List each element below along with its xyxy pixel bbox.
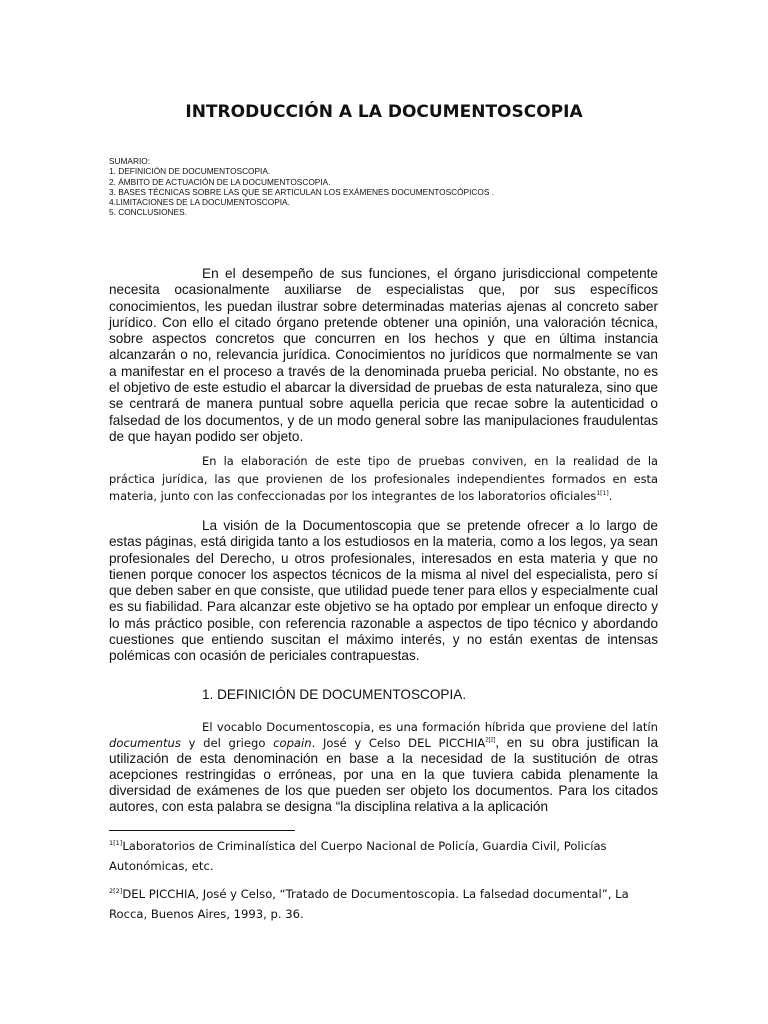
summary-item: 2. ÁMBITO DE ACTUACIÓN DE LA DOCUMENTOSCOPIA. [109, 176, 331, 187]
latin-term: documentus [109, 736, 181, 750]
greek-term: copain [273, 736, 312, 750]
footnote-divider [109, 830, 295, 831]
footnote-reference[interactable]: 1[1] [596, 490, 609, 498]
paragraph-text: , en su obra justifican la utilización de esta denominación en base a la necesidad de la sustitución de otras acepciones restringidas o erróneas, por una en la que tuviera cabida plenamente la diversidad de exámenes de los que pueden ser objeto los documentos. Para los citados autores, con esta palabra se designa “la disciplina relativa a la aplicación [109, 735, 659, 814]
page-title: INTRODUCCIÓN A LA DOCUMENTOSCOPIA [185, 102, 583, 122]
paragraph-text: El vocablo Documentoscopia, es una formación híbrida que proviene del latín [202, 720, 658, 734]
paragraph-end: . [608, 489, 613, 503]
paragraph-text: En el desempeño de sus funciones, el órgano jurisdiccional competente necesita ocasionalmente auxiliarse de especialistas que, por sus específicos conocimientos, les puedan ilustrar sobre determinadas materias ajenas al concreto saber jurídico. Con ello el citado órgano pretende obtener una opinión, una valoración técnica, sobre aspectos concretos que concurren en los hechos y que en última instancia alcanzarán o no, relevancia jurídica. Conocimientos no jurídicos que normalmente se van a manifestar en el proceso a través de la denominada prueba pericial. No obstante, no es el objetivo de este estudio el abarcar la diversidad de pruebas de esta naturaleza, sino que se centrará de manera puntual sobre aquella pericia que recae sobre la autenticidad o falsedad de los documentos, y de un modo general sobre las manipulaciones fraudulentas de que hayan podido ser objeto. [109, 266, 658, 444]
paragraph-text: . José y Celso DEL PICCHIA [311, 736, 486, 750]
body-paragraph [109, 518, 658, 665]
footnote-reference[interactable]: 2[2] [485, 737, 496, 744]
paragraph-text: La visión de la Documentoscopia que se pretende ofrecer a lo largo de estas páginas, está dirigida tanto a los estudiosos en la materia, como a los legos, ya sean profesionales del Derecho, u otros profesionales, interesados en esta materia y que no tienen porque conocer los aspectos técnicos de la misma al nivel del especialista, pero sí que deben saber en que consiste, que utilidad puede tener para ellos y especialmente cual es su fiabilidad. Para alcanzar este objetivo se ha optado por emplear un enfoque directo y lo más práctico posible, con referencia razonable a aspectos de tipo técnico y abordando cuestiones que entiendo suscitan el máximo interés, y no están exentas de intensas polémicas con ocasión de periciales contrapuestas. [109, 518, 658, 664]
footnote [109, 884, 661, 924]
section-heading: 1. DEFINICIÓN DE DOCUMENTOSCOPIA. [202, 687, 467, 702]
summary-item: 3. BASES TÉCNICAS SOBRE LAS QUE SE ARTICULAN LOS EXÁMENES DOCUMENTOSCÓPICOS . [109, 186, 494, 197]
body-paragraph [109, 719, 658, 815]
footnote-text: Laboratorios de Criminalística del Cuerpo Nacional de Policía, Guardia Civil, Policías Autonómicas, etc. [109, 839, 607, 873]
paragraph-text: En la elaboración de este tipo de pruebas conviven, en la realidad de la práctica jurídica, las que provienen de los profesionales independientes formados en esta materia, junto con las confeccionadas por los integrantes de los laboratorios oficiales [109, 454, 658, 503]
footnote-text: DEL PICCHIA, José y Celso, “Tratado de Documentoscopia. La falsedad documental”, La Rocca, Buenos Aires, 1993, p. 36. [109, 887, 629, 921]
footnote [109, 836, 661, 876]
body-paragraph [109, 266, 658, 445]
summary-heading: SUMARIO: [109, 156, 151, 166]
body-paragraph [109, 453, 658, 506]
summary-item: 4.LIMITACIONES DE LA DOCUMENTOSCOPIA. [109, 197, 290, 208]
footnote-marker: 1[1] [109, 839, 123, 848]
summary-item: 5. CONCLUSIONES. [109, 207, 187, 218]
summary-item: 1. DEFINICIÓN DE DOCUMENTOSCOPIA. [109, 166, 271, 177]
paragraph-text: y del griego [180, 736, 274, 750]
summary-list [109, 156, 669, 218]
footnote-marker: 2[2] [109, 887, 123, 896]
